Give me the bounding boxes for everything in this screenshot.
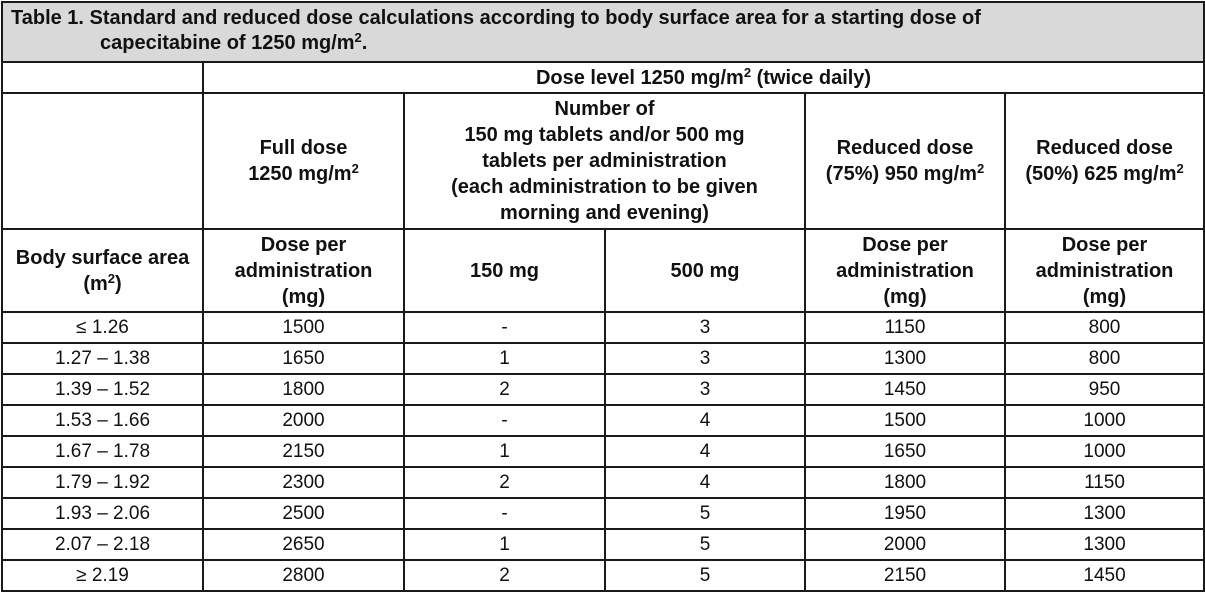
caption-line-1: Table 1. Standard and reduced dose calculations according to body surface area for a starting dose of (11, 7, 981, 29)
caption-period: . (361, 32, 368, 54)
cell-500mg: 3 (605, 312, 805, 343)
header-reduced-50 (1005, 93, 1204, 229)
cell-bsa: 1.39 – 1.52 (2, 374, 203, 405)
cell-500mg: 3 (605, 343, 805, 374)
header-tablets-line5: morning and evening) (500, 202, 709, 224)
cell-reduced-75: 1150 (805, 312, 1005, 343)
cell-bsa: ≥ 2.19 (2, 560, 203, 591)
col-header-r50-dose-per-admin (1005, 229, 1204, 312)
empty-corner-cell (2, 62, 203, 93)
cell-full-dose: 2000 (203, 405, 404, 436)
table-row (2, 498, 1204, 529)
cell-reduced-75: 1450 (805, 374, 1005, 405)
cell-reduced-75: 1500 (805, 405, 1005, 436)
cell-full-dose: 2300 (203, 467, 404, 498)
cell-reduced-50: 950 (1005, 374, 1204, 405)
empty-header-cell (2, 93, 203, 229)
cell-bsa: 1.53 – 1.66 (2, 405, 203, 436)
cell-reduced-75: 1800 (805, 467, 1005, 498)
cell-reduced-50: 1300 (1005, 498, 1204, 529)
header-tablets-line4: (each administration to be given (451, 176, 758, 198)
header-full-dose-line2 (204, 161, 403, 187)
col-header-r75-line3: (mg) (883, 285, 927, 308)
header-full-dose-line1: Full dose (259, 137, 348, 159)
header-tablets (404, 93, 805, 229)
caption-line-2 (11, 31, 1195, 56)
cell-500mg: 4 (605, 405, 805, 436)
cell-150mg: 2 (404, 467, 605, 498)
header-tablets-line2: 150 mg tablets and/or 500 mg (464, 124, 745, 146)
caption-row (2, 2, 1204, 62)
cell-bsa: ≤ 1.26 (2, 312, 203, 343)
col-header-r50-line2: administration (1035, 259, 1174, 282)
table-caption (2, 2, 1204, 62)
table-row (2, 312, 1204, 343)
cell-150mg: 2 (404, 374, 605, 405)
caption-superscript: 2 (354, 30, 362, 45)
col-header-bsa-line2 (3, 271, 202, 297)
header-tablets-line1: Number of (554, 98, 655, 120)
cell-500mg: 5 (605, 529, 805, 560)
dose-table-container (1, 1, 1203, 592)
header-reduced-75 (805, 93, 1005, 229)
col-header-bsa (2, 229, 203, 312)
dose-level-header (203, 62, 1204, 93)
table-row (2, 560, 1204, 591)
col-header-dpa-line1: Dose per (260, 233, 347, 256)
col-header-r75-line1: Dose per (862, 233, 948, 256)
col-header-bsa-line1: Body surface area (15, 246, 190, 269)
cell-full-dose: 2650 (203, 529, 404, 560)
cell-full-dose: 2150 (203, 436, 404, 467)
header-reduced-75-sup: 2 (976, 161, 985, 176)
table-row (2, 436, 1204, 467)
cell-reduced-50: 1150 (1005, 467, 1204, 498)
dose-level-suffix: (twice daily) (751, 66, 872, 89)
col-header-150mg: 150 mg (404, 229, 605, 312)
col-header-r75-dose-per-admin (805, 229, 1005, 312)
header-reduced-50-line2 (1006, 161, 1203, 187)
cell-500mg: 5 (605, 560, 805, 591)
header-full-dose-value: 1250 mg/m (248, 163, 352, 185)
cell-reduced-50: 1000 (1005, 436, 1204, 467)
cell-full-dose: 2500 (203, 498, 404, 529)
cell-reduced-50: 1300 (1005, 529, 1204, 560)
col-header-r75-line2: administration (836, 259, 974, 282)
col-header-dpa-line3: (mg) (281, 285, 326, 308)
cell-500mg: 3 (605, 374, 805, 405)
dose-calculation-table (1, 1, 1205, 592)
header-reduced-50-value: (50%) 625 mg/m (1025, 163, 1177, 185)
header-reduced-75-value: (75%) 950 mg/m (825, 163, 977, 185)
cell-reduced-50: 1000 (1005, 405, 1204, 436)
col-header-bsa-close: ) (115, 272, 122, 295)
dose-level-text: Dose level 1250 mg/m (535, 66, 744, 89)
cell-500mg: 4 (605, 436, 805, 467)
dose-level-sup: 2 (743, 64, 752, 80)
cell-bsa: 2.07 – 2.18 (2, 529, 203, 560)
cell-bsa: 1.27 – 1.38 (2, 343, 203, 374)
header-reduced-50-sup: 2 (1176, 161, 1184, 176)
cell-150mg: - (404, 312, 605, 343)
cell-full-dose: 1650 (203, 343, 404, 374)
cell-full-dose: 1800 (203, 374, 404, 405)
col-header-r50-line3: (mg) (1082, 285, 1127, 308)
col-header-full-dose-per-admin (203, 229, 404, 312)
header-reduced-75-line2 (806, 161, 1004, 187)
header-reduced-50-line1: Reduced dose (1036, 137, 1173, 159)
cell-reduced-75: 2150 (805, 560, 1005, 591)
cell-150mg: 2 (404, 560, 605, 591)
cell-reduced-75: 1650 (805, 436, 1005, 467)
cell-150mg: 1 (404, 529, 605, 560)
cell-reduced-50: 800 (1005, 312, 1204, 343)
header-full-dose (203, 93, 404, 229)
cell-reduced-75: 1950 (805, 498, 1005, 529)
cell-full-dose: 1500 (203, 312, 404, 343)
cell-150mg: 1 (404, 436, 605, 467)
table-row (2, 374, 1204, 405)
header-tablets-line3: tablets per administration (482, 150, 727, 172)
col-header-dpa-line2: administration (234, 259, 373, 282)
cell-500mg: 4 (605, 467, 805, 498)
cell-full-dose: 2800 (203, 560, 404, 591)
header-full-dose-sup: 2 (351, 161, 359, 176)
table-row (2, 529, 1204, 560)
col-header-r50-line1: Dose per (1061, 233, 1148, 256)
header-reduced-75-line1: Reduced dose (836, 137, 974, 159)
table-row (2, 343, 1204, 374)
caption-line-2-text: capecitabine of 1250 mg/m (100, 32, 355, 54)
cell-reduced-75: 1300 (805, 343, 1005, 374)
table-row (2, 467, 1204, 498)
dose-level-row (2, 62, 1204, 93)
cell-reduced-75: 2000 (805, 529, 1005, 560)
cell-reduced-50: 800 (1005, 343, 1204, 374)
cell-500mg: 5 (605, 498, 805, 529)
cell-150mg: - (404, 405, 605, 436)
table-row (2, 405, 1204, 436)
cell-150mg: 1 (404, 343, 605, 374)
column-header-row (2, 229, 1204, 312)
cell-bsa: 1.79 – 1.92 (2, 467, 203, 498)
col-header-bsa-sup: 2 (107, 270, 115, 286)
col-header-500mg: 500 mg (605, 229, 805, 312)
col-header-bsa-unit: (m (83, 272, 108, 295)
cell-bsa: 1.93 – 2.06 (2, 498, 203, 529)
cell-reduced-50: 1450 (1005, 560, 1204, 591)
cell-bsa: 1.67 – 1.78 (2, 436, 203, 467)
cell-150mg: - (404, 498, 605, 529)
group-header-row (2, 93, 1204, 229)
